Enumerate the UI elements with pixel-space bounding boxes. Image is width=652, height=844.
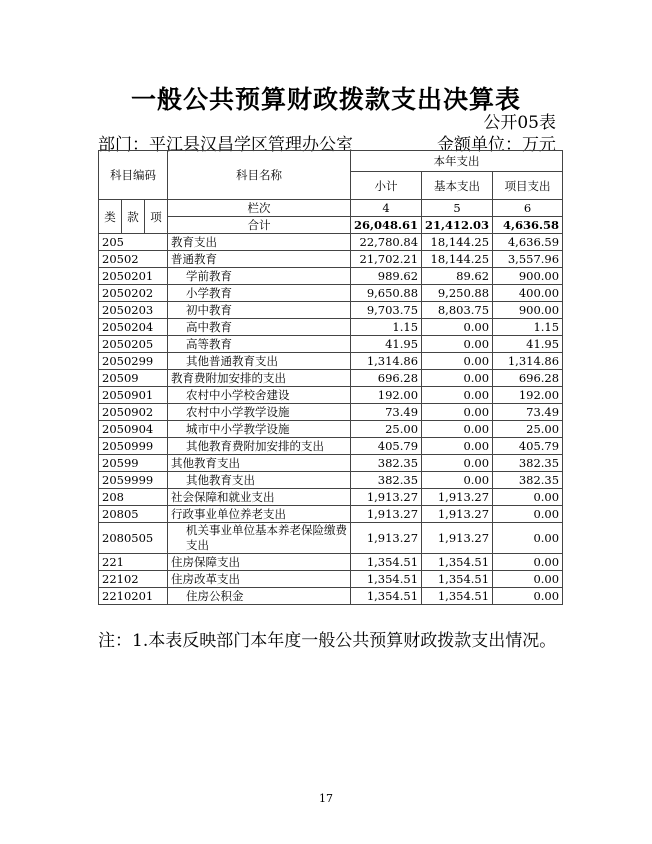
row-code: 2050205 <box>99 336 168 353</box>
row-code: 2050204 <box>99 319 168 336</box>
row-name: 其他普通教育支出 <box>168 353 351 370</box>
table-row <box>99 472 563 489</box>
row-name: 行政事业单位养老支出 <box>168 506 351 523</box>
row-subtotal: 21,702.21 <box>351 251 422 268</box>
table-row <box>99 387 563 404</box>
row-subtotal: 9,650.88 <box>351 285 422 302</box>
row-name: 学前教育 <box>168 268 351 285</box>
table-row <box>99 404 563 421</box>
row-code: 20509 <box>99 370 168 387</box>
row-name: 住房改革支出 <box>168 571 351 588</box>
row-subtotal: 1.15 <box>351 319 422 336</box>
row-project: 0.00 <box>493 571 563 588</box>
table-row <box>99 489 563 506</box>
row-basic: 0.00 <box>422 404 493 421</box>
page-number: 17 <box>319 792 333 805</box>
row-subtotal: 41.95 <box>351 336 422 353</box>
row-basic: 18,144.25 <box>422 251 493 268</box>
row-subtotal: 73.49 <box>351 404 422 421</box>
row-basic: 1,354.51 <box>422 554 493 571</box>
row-project: 382.35 <box>493 455 563 472</box>
row-name: 其他教育支出 <box>168 472 351 489</box>
header-subtotal: 小计 <box>351 172 422 200</box>
table-row <box>99 319 563 336</box>
row-code: 208 <box>99 489 168 506</box>
table-row <box>99 554 563 571</box>
row-basic: 0.00 <box>422 370 493 387</box>
row-basic: 1,913.27 <box>422 506 493 523</box>
row-code: 20805 <box>99 506 168 523</box>
row-project: 25.00 <box>493 421 563 438</box>
header-project: 项目支出 <box>493 172 563 200</box>
col-4: 4 <box>351 200 422 217</box>
table-row <box>99 506 563 523</box>
row-project: 0.00 <box>493 489 563 506</box>
row-subtotal: 382.35 <box>351 455 422 472</box>
expenditure-table <box>98 150 563 605</box>
amount-unit: 金额单位：万元 <box>437 135 556 155</box>
row-project: 4,636.59 <box>493 234 563 251</box>
table-row <box>99 302 563 319</box>
row-basic: 1,913.27 <box>422 523 493 554</box>
row-name: 高中教育 <box>168 319 351 336</box>
row-code: 20599 <box>99 455 168 472</box>
row-project: 405.79 <box>493 438 563 455</box>
row-subtotal: 192.00 <box>351 387 422 404</box>
table-row <box>99 336 563 353</box>
row-code: 2050902 <box>99 404 168 421</box>
header-code: 科目编码 <box>99 151 168 200</box>
row-project: 0.00 <box>493 506 563 523</box>
row-name: 住房公积金 <box>168 588 351 605</box>
row-project: 382.35 <box>493 472 563 489</box>
col-5: 5 <box>422 200 493 217</box>
table-row <box>99 455 563 472</box>
row-basic: 1,913.27 <box>422 489 493 506</box>
table-row <box>99 285 563 302</box>
row-code: 2080505 <box>99 523 168 554</box>
row-code: 2059999 <box>99 472 168 489</box>
row-name: 其他教育支出 <box>168 455 351 472</box>
header-year: 本年支出 <box>351 151 563 172</box>
row-code: 2050203 <box>99 302 168 319</box>
row-project: 192.00 <box>493 387 563 404</box>
row-subtotal: 1,354.51 <box>351 554 422 571</box>
table-row <box>99 523 563 554</box>
row-subtotal: 1,913.27 <box>351 489 422 506</box>
row-project: 0.00 <box>493 554 563 571</box>
total-subtotal: 26,048.61 <box>351 217 422 234</box>
department: 部门：平江县汉昌学区管理办公室 <box>98 135 353 155</box>
table-row <box>99 370 563 387</box>
row-project: 3,557.96 <box>493 251 563 268</box>
row-name: 农村中小学教学设施 <box>168 404 351 421</box>
row-project: 0.00 <box>493 523 563 554</box>
row-subtotal: 696.28 <box>351 370 422 387</box>
footnote: 注：1.本表反映部门本年度一般公共预算财政拨款支出情况。 <box>98 631 557 651</box>
row-project: 400.00 <box>493 285 563 302</box>
row-subtotal: 1,354.51 <box>351 588 422 605</box>
table-row <box>99 234 563 251</box>
row-project: 0.00 <box>493 588 563 605</box>
row-basic: 9,250.88 <box>422 285 493 302</box>
row-basic: 0.00 <box>422 455 493 472</box>
row-basic: 0.00 <box>422 472 493 489</box>
header-kuan: 款 <box>122 200 145 234</box>
table-row <box>99 251 563 268</box>
row-basic: 1,354.51 <box>422 571 493 588</box>
row-name: 高等教育 <box>168 336 351 353</box>
row-code: 2050201 <box>99 268 168 285</box>
header-basic: 基本支出 <box>422 172 493 200</box>
row-basic: 0.00 <box>422 438 493 455</box>
row-basic: 0.00 <box>422 319 493 336</box>
table-row <box>99 588 563 605</box>
header-lei: 类 <box>99 200 122 234</box>
row-subtotal: 405.79 <box>351 438 422 455</box>
header-name: 科目名称 <box>168 151 351 200</box>
row-basic: 0.00 <box>422 336 493 353</box>
row-project: 1.15 <box>493 319 563 336</box>
row-basic: 89.62 <box>422 268 493 285</box>
row-basic: 0.00 <box>422 421 493 438</box>
header-lanci: 栏次 <box>168 200 351 217</box>
total-project: 4,636.58 <box>493 217 563 234</box>
row-name: 初中教育 <box>168 302 351 319</box>
page-title: 一般公共预算财政拨款支出决算表 <box>130 85 521 114</box>
row-code: 20502 <box>99 251 168 268</box>
table-row <box>99 438 563 455</box>
total-label: 合计 <box>168 217 351 234</box>
row-project: 1,314.86 <box>493 353 563 370</box>
row-subtotal: 382.35 <box>351 472 422 489</box>
row-subtotal: 25.00 <box>351 421 422 438</box>
row-basic: 18,144.25 <box>422 234 493 251</box>
row-subtotal: 22,780.84 <box>351 234 422 251</box>
row-code: 221 <box>99 554 168 571</box>
form-number: 公开05表 <box>483 113 556 133</box>
row-code: 2210201 <box>99 588 168 605</box>
row-basic: 0.00 <box>422 387 493 404</box>
total-basic: 21,412.03 <box>422 217 493 234</box>
table-row <box>99 571 563 588</box>
row-subtotal: 1,913.27 <box>351 523 422 554</box>
row-code: 2050299 <box>99 353 168 370</box>
row-name: 住房保障支出 <box>168 554 351 571</box>
row-subtotal: 1,354.51 <box>351 571 422 588</box>
row-project: 696.28 <box>493 370 563 387</box>
row-name: 教育支出 <box>168 234 351 251</box>
row-basic: 1,354.51 <box>422 588 493 605</box>
row-code: 22102 <box>99 571 168 588</box>
row-code: 205 <box>99 234 168 251</box>
row-name: 普通教育 <box>168 251 351 268</box>
table-row <box>99 268 563 285</box>
row-code: 2050999 <box>99 438 168 455</box>
row-basic: 0.00 <box>422 353 493 370</box>
table-row <box>99 353 563 370</box>
row-subtotal: 1,314.86 <box>351 353 422 370</box>
row-name: 社会保障和就业支出 <box>168 489 351 506</box>
row-basic: 8,803.75 <box>422 302 493 319</box>
row-code: 2050901 <box>99 387 168 404</box>
row-project: 41.95 <box>493 336 563 353</box>
header-xiang: 项 <box>145 200 168 234</box>
row-name: 教育费附加安排的支出 <box>168 370 351 387</box>
row-name: 小学教育 <box>168 285 351 302</box>
row-name: 农村中小学校舍建设 <box>168 387 351 404</box>
row-code: 2050904 <box>99 421 168 438</box>
row-name: 其他教育费附加安排的支出 <box>168 438 351 455</box>
table-row <box>99 421 563 438</box>
row-project: 900.00 <box>493 268 563 285</box>
row-project: 73.49 <box>493 404 563 421</box>
row-name: 机关事业单位基本养老保险缴费支出 <box>168 523 351 554</box>
row-name: 城市中小学教学设施 <box>168 421 351 438</box>
row-subtotal: 989.62 <box>351 268 422 285</box>
row-project: 900.00 <box>493 302 563 319</box>
row-code: 2050202 <box>99 285 168 302</box>
col-6: 6 <box>493 200 563 217</box>
row-subtotal: 9,703.75 <box>351 302 422 319</box>
row-subtotal: 1,913.27 <box>351 506 422 523</box>
